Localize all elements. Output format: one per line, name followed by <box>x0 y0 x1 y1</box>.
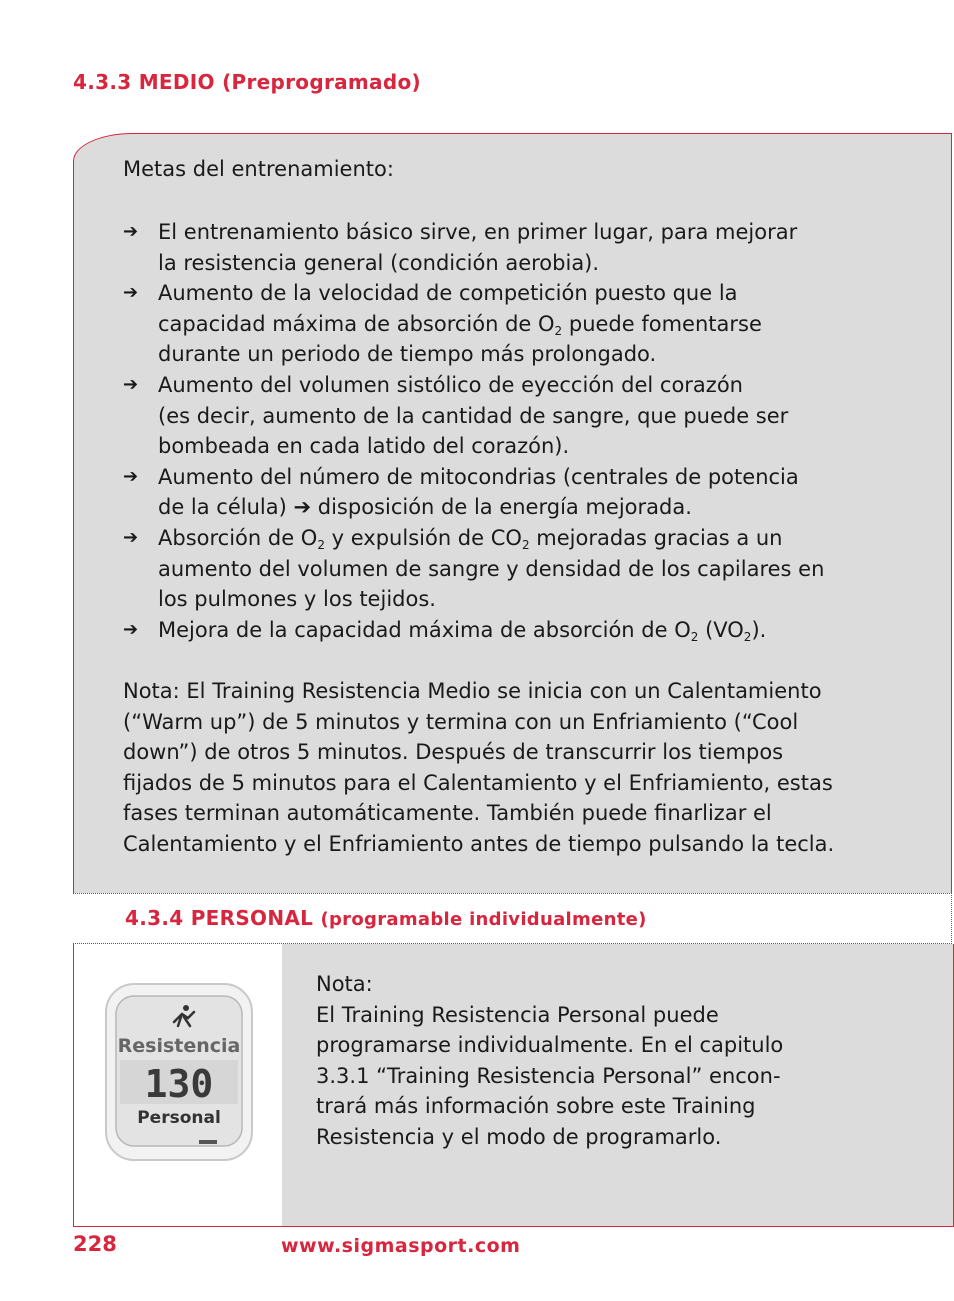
goal-text: El entrenamiento básico sirve, en primer lugar, para mejorar la resistencia general (condición aerobia). <box>158 220 798 275</box>
goal-text: Mejora de la capacidad máxima de absorción de $O_2$ $(VO_2)$. <box>158 617 767 644</box>
device-line2: Personal <box>137 1108 221 1128</box>
goal-item <box>123 278 863 370</box>
goal-item <box>123 615 863 646</box>
note-line: fases terminan automáticamente. También puede finarlizar el <box>123 801 772 826</box>
arrow-icon: ➔ <box>123 221 139 242</box>
note-line: trará más información sobre este Training <box>316 1094 756 1119</box>
note-personal <box>316 969 816 1153</box>
device-display-image <box>104 982 254 1162</box>
note-line: Nota: El Training Resistencia Medio se inicia con un Calentamiento <box>123 679 822 703</box>
device-line1: Resistencia <box>117 1035 241 1057</box>
section-title-main: 4.3.4 PERSONAL <box>125 906 314 930</box>
goal-text: Aumento del número de mitocondrias (centrales de potencia de la célula) ➔ disposición de la energía mejorada. <box>158 464 799 520</box>
arrow-icon: ➔ <box>123 282 139 304</box>
device-value: 130 <box>144 1062 214 1106</box>
note-line: fijados de 5 minutos para el Calentamiento y el Enfriamiento, estas <box>123 770 833 795</box>
note-line: Calentamiento y el Enfriamiento antes de tiempo pulsando la tecla. <box>123 831 835 856</box>
note-line: El Training Resistencia Personal puede <box>316 1002 719 1027</box>
goal-item <box>123 523 863 615</box>
goal-item <box>123 462 863 523</box>
goal-item <box>123 217 863 278</box>
goal-item <box>123 370 863 462</box>
page-number: 228 <box>73 1232 117 1256</box>
note-line: 3.3.1 “Training Resistencia Personal” encon- <box>316 1063 781 1088</box>
goal-text: Absorción de $O_2$ y expulsión de $CO_2$ mejoradas gracias a un aumento del volumen de sangre y densidad de los capilares en los pulmones y los tejidos. <box>158 525 825 612</box>
section-title-sub: (programable individualmente) <box>320 909 647 930</box>
note-personal-panel <box>282 944 953 1226</box>
goal-text: Aumento de la velocidad de competición puesto que la capacidad máxima de absorción de $O_2$ puede fomentarse durante un periodo de tiempo más prolongado. <box>158 281 762 367</box>
section-band <box>73 893 952 944</box>
goals-list <box>123 217 863 645</box>
note-line: Nota: <box>316 972 373 996</box>
content-panel <box>73 133 952 893</box>
note-medio <box>123 676 863 860</box>
arrow-icon: ➔ <box>123 526 139 548</box>
note-line: Resistencia y el modo de programarlo. <box>316 1124 722 1149</box>
section-title: 4.3.3 MEDIO (Preprogramado) <box>73 70 421 94</box>
note-line: (“Warm up”) de 5 minutos y termina con un Enfriamiento (“Cool <box>123 709 799 734</box>
arrow-icon: ➔ <box>123 465 139 487</box>
arrow-icon: ➔ <box>123 618 139 640</box>
goal-text: Aumento del volumen sistólico de eyección del corazón (es decir, aumento de la cantidad de sangre, que puede ser bombeada en cada latido del corazón). <box>158 372 789 459</box>
section-title-personal <box>125 906 647 930</box>
goals-title: Metas del entrenamiento: <box>123 157 394 181</box>
note-line: programarse individualmente. En el capitulo <box>316 1033 784 1058</box>
personal-panel <box>73 944 954 1227</box>
note-line: down”) de otros 5 minutos. Después de transcurrir los tiempos <box>123 740 784 765</box>
arrow-icon: ➔ <box>123 373 139 395</box>
footer-url[interactable]: www.sigmasport.com <box>281 1235 521 1257</box>
